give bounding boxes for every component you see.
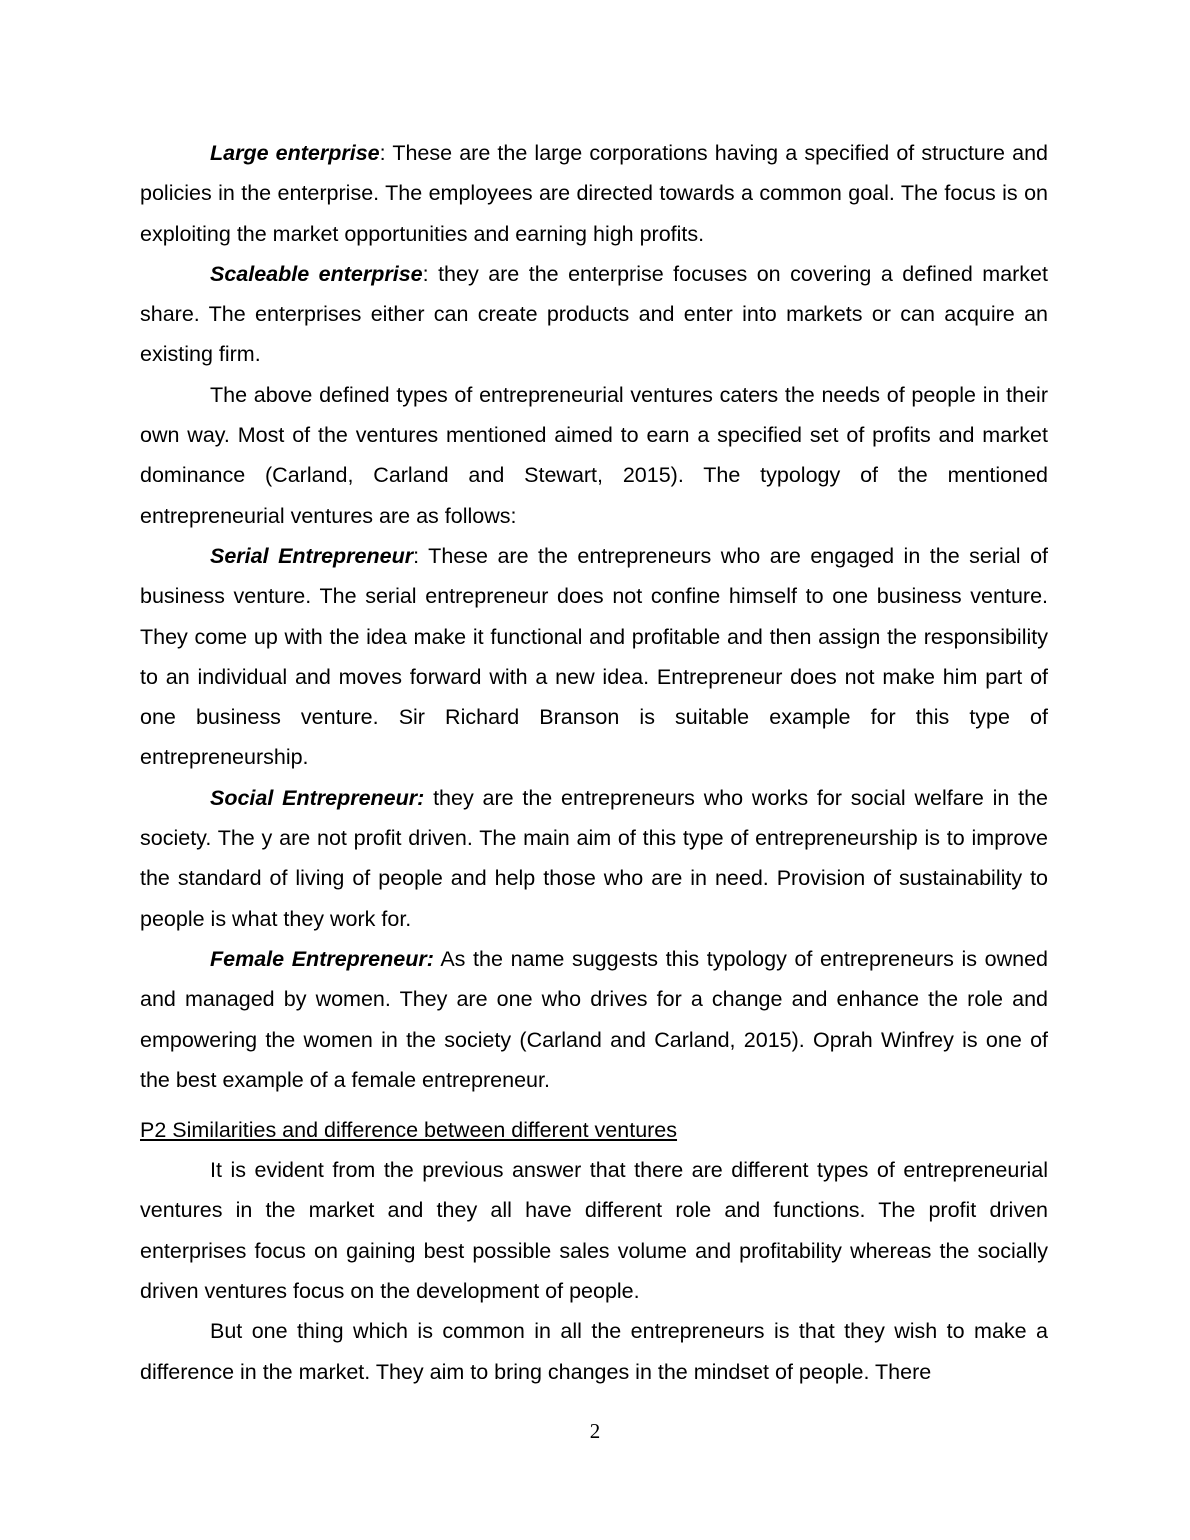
term-social-entrepreneur: Social Entrepreneur: — [210, 785, 425, 810]
paragraph-text: : they are the enterprise focuses on covering a defined market share. The enterprises either can create products and enter into markets or can acquire an existing firm. — [140, 261, 1048, 367]
section-paragraph: It is evident from the previous answer that there are different types of entrepreneurial ventures in the market and they all have different role and functions. The profit driven enterprises focus on gaining best possible sales volume and profitability whereas the socially driven ventures focus on the development of people. — [140, 1158, 1048, 1304]
paragraph-text: As the name suggests this typology of entrepreneurs is owned and managed by women. They are one who drives for a change and enhance the role and empowering the women in the society (Carland and Carland, 2015). Oprah Winfrey is one of the best example of a female entrepreneur. — [140, 946, 1048, 1092]
paragraph-text: : These are the large corporations having a specified of structure and policies in the enterprise. The employees are directed towards a common goal. The focus is on exploiting the market opportunities and earning high profits. — [140, 141, 1048, 246]
term-large-enterprise: Large enterprise — [210, 141, 380, 165]
paragraph-large-enterprise — [140, 133, 1048, 254]
term-scaleable-enterprise: Scaleable enterprise — [210, 261, 423, 286]
paragraph-text: The above defined types of entrepreneurial ventures caters the needs of people in their own way. Most of the ventures mentioned aimed to earn a specified set of profits and market dominance (Carland, Carland and Stewart, 2015). The typology of the mentioned entrepreneurial ventures are as follows: — [140, 382, 1048, 528]
paragraph-types-summary — [140, 375, 1048, 536]
page-content — [140, 133, 1048, 1392]
section-paragraph: But one thing which is common in all the entrepreneurs is that they wish to make a difference in the market. They aim to bring changes in the mindset of people. There — [140, 1319, 1048, 1384]
paragraph-text: : These are the entrepreneurs who are engaged in the serial of business venture. The serial entrepreneur does not confine himself to one business venture. They come up with the idea make it functional and profitable and then assign the responsibility to an individual and moves forward with a new idea. Entrepreneur does not make him part of one business venture. Sir Richard Branson is suitable example for this type of entrepreneurship. — [140, 543, 1048, 770]
paragraph-scaleable-enterprise — [140, 254, 1048, 375]
paragraph-serial-entrepreneur — [140, 536, 1048, 778]
paragraph-social-entrepreneur — [140, 778, 1048, 939]
term-female-entrepreneur: Female Entrepreneur: — [210, 946, 434, 971]
paragraph-female-entrepreneur — [140, 939, 1048, 1100]
page-number: 2 — [589, 1419, 601, 1443]
section-heading: P2 Similarities and difference between different ventures — [140, 1118, 678, 1143]
paragraph-text: they are the entrepreneurs who works for social welfare in the society. The y are not profit driven. The main aim of this type of entrepreneurship is to improve the standard of living of people and help those who are in need. Provision of sustainability to people is what they work for. — [140, 785, 1048, 931]
term-serial-entrepreneur: Serial Entrepreneur — [210, 543, 414, 568]
